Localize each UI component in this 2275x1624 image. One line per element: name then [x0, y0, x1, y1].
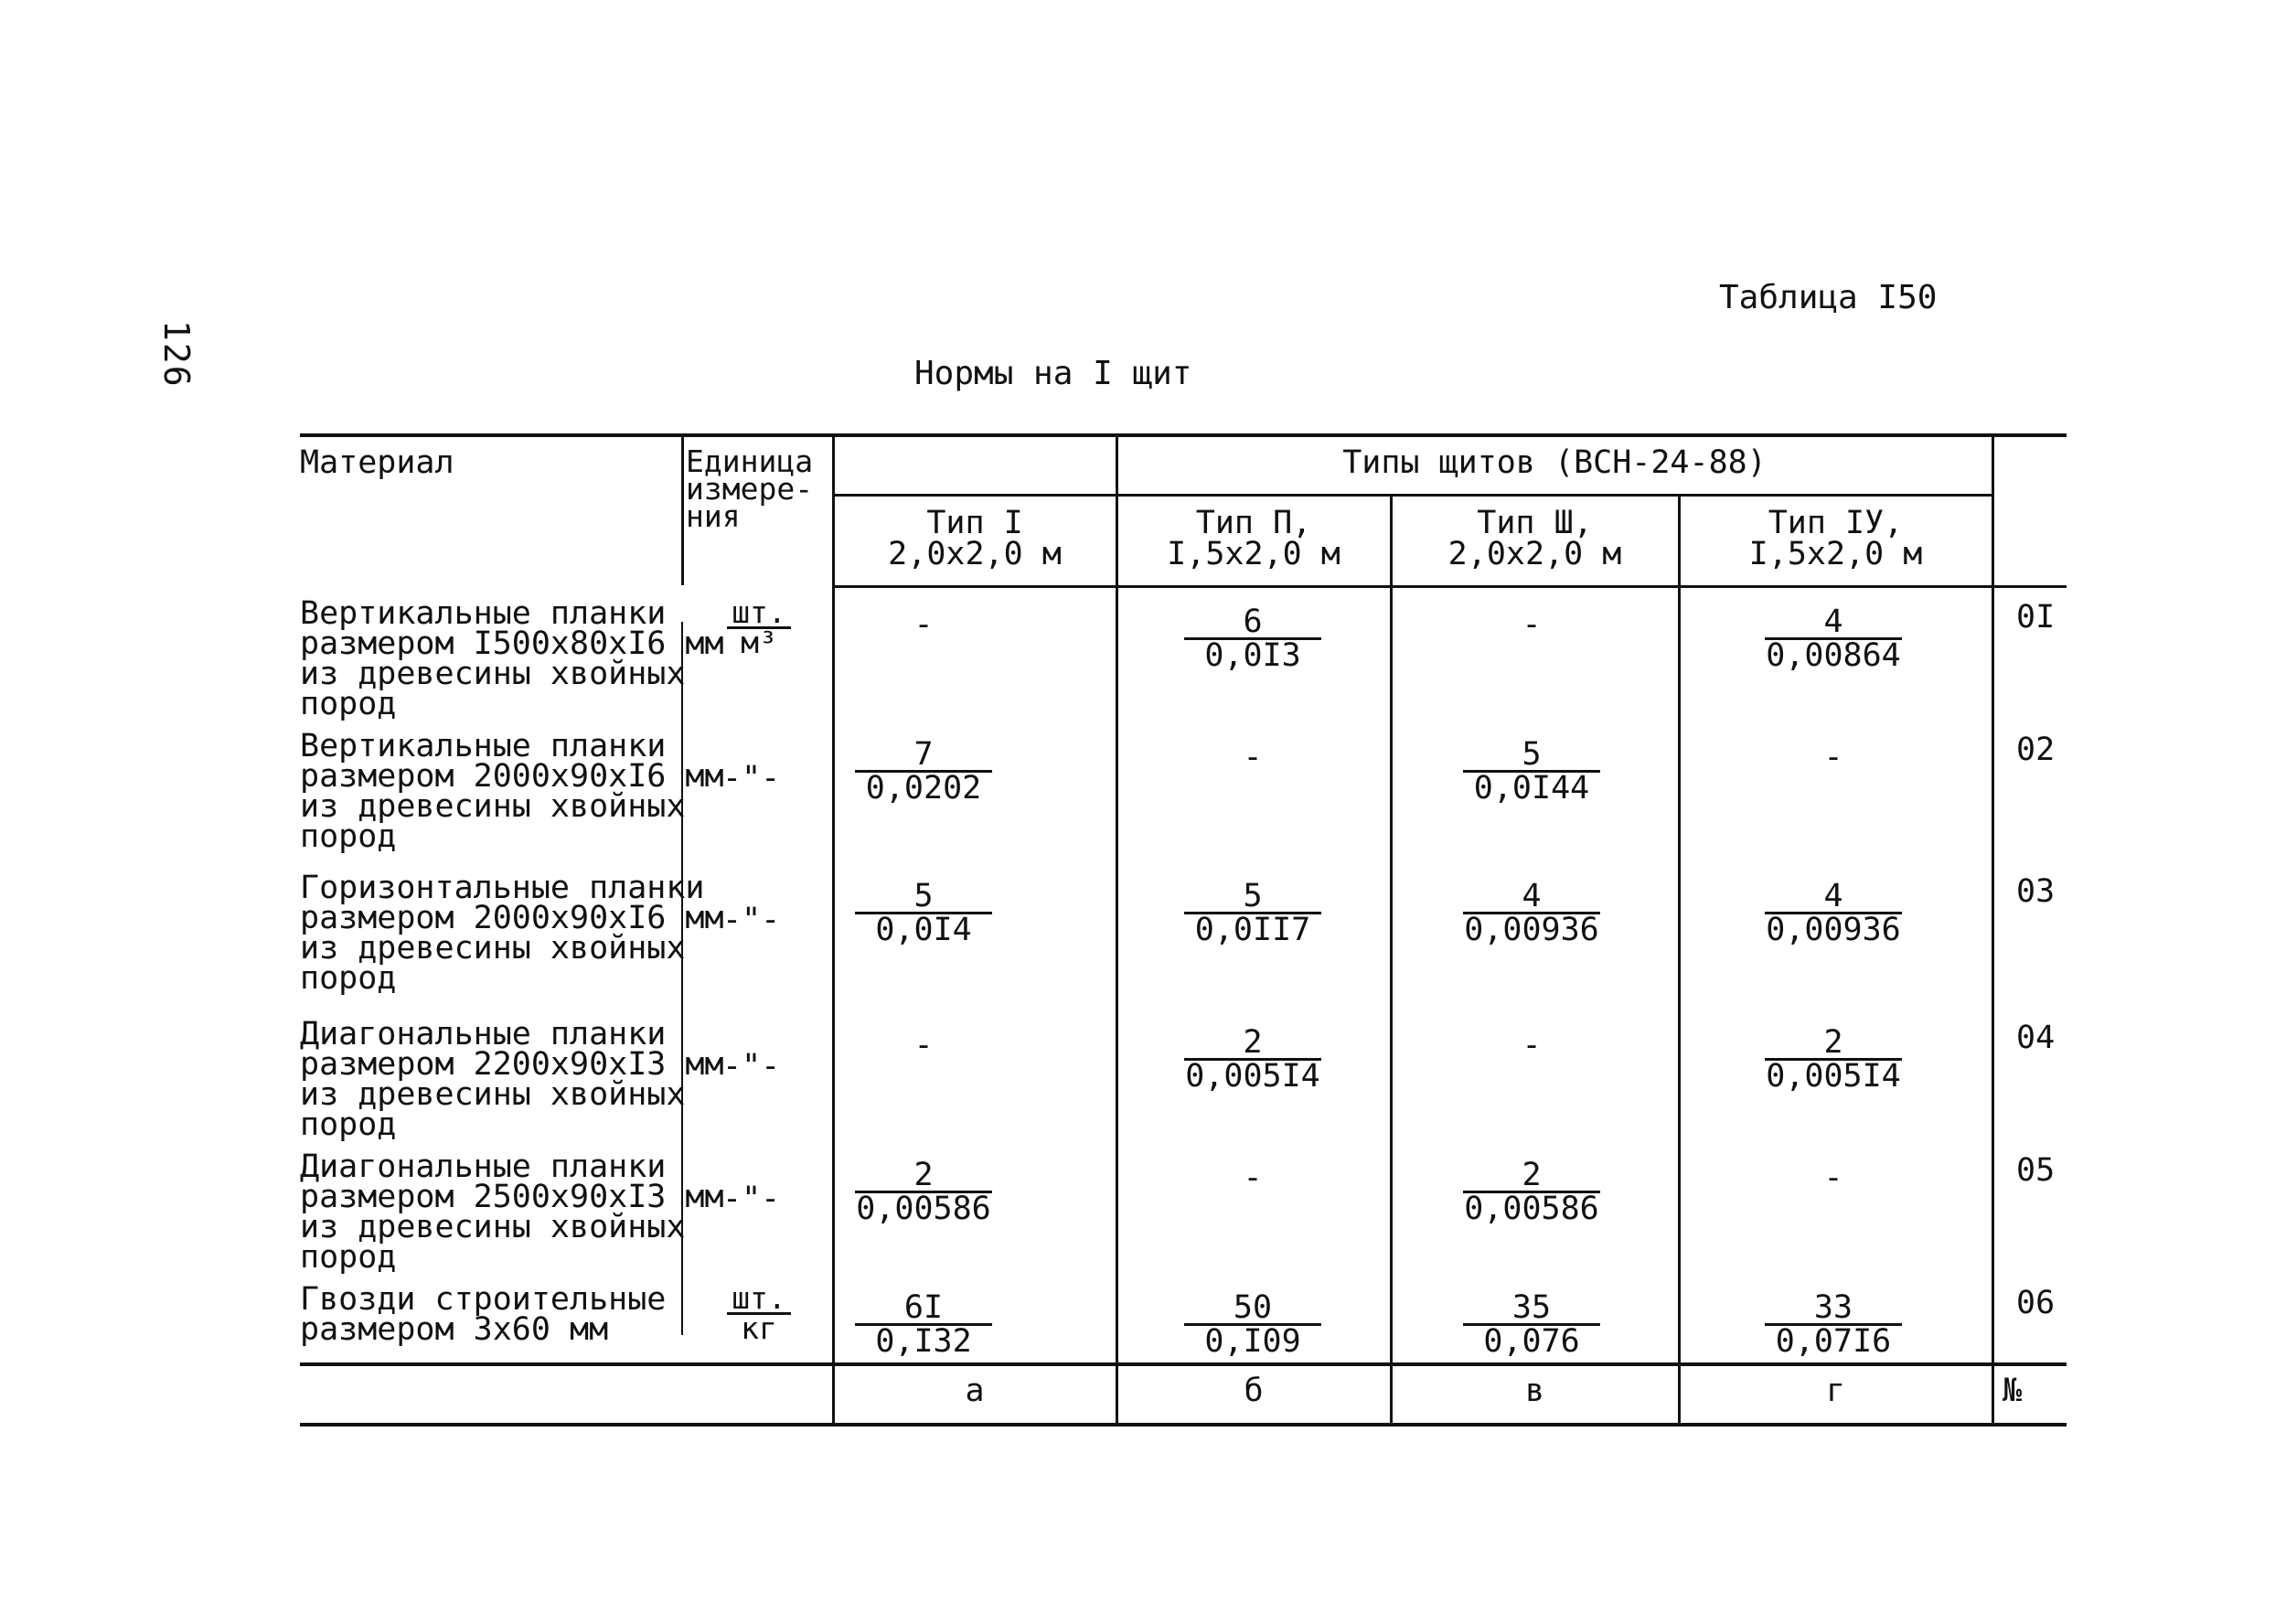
value-den: 0,I32: [875, 1323, 972, 1360]
value-cell: [832, 736, 1015, 807]
footer-code-label: №: [2003, 1373, 2023, 1409]
material-cell: Вертикальные планки размером 2000х90хI6 мм из древесины хвойных пород: [300, 728, 724, 855]
col-divider-type3: [1390, 494, 1393, 1423]
header-material: Материал: [300, 444, 454, 481]
value-den: 0,00586: [856, 1191, 991, 1227]
row-code: 03: [2016, 873, 2056, 910]
unit-den: м³: [741, 625, 777, 660]
value-den: 0,I09: [1204, 1323, 1301, 1360]
value-den: 0,00864: [1766, 637, 1901, 674]
unit-num: шт.: [732, 1280, 786, 1316]
value-num: 33: [1813, 1289, 1853, 1326]
types-header-rule: [835, 494, 1994, 497]
footer-col-g: г: [1825, 1373, 1846, 1409]
value-num: 4: [1823, 604, 1843, 640]
value-cell: [1161, 1024, 1344, 1095]
empty-value-dash: -: [913, 1027, 934, 1063]
value-num: 2: [913, 1157, 934, 1193]
col-divider-type4: [1678, 494, 1681, 1423]
material-cell: Гвозди строительные размером 3х60 мм: [300, 1281, 667, 1348]
value-cell: [1440, 1157, 1623, 1227]
row-code: 05: [2016, 1152, 2056, 1189]
value-cell: [832, 878, 1015, 948]
material-cell: Диагональные планки размером 2500х90хI3 мм из древесины хвойных пород: [300, 1149, 724, 1276]
empty-value-dash: -: [1823, 1159, 1843, 1196]
row-code: 02: [2016, 732, 2056, 768]
value-num: 4: [1823, 878, 1843, 914]
value-num: 2: [1522, 1157, 1542, 1193]
table-number: Таблица I50: [1719, 279, 1938, 316]
row-code: 06: [2016, 1285, 2056, 1321]
value-den: 0,0I3: [1204, 637, 1301, 674]
value-cell: [832, 1157, 1015, 1227]
page-number: 126: [156, 320, 197, 389]
col-divider-type2: [1116, 433, 1118, 1423]
value-num: 5: [913, 878, 934, 914]
row-code: 04: [2016, 1020, 2056, 1056]
material-cell: Вертикальные планки размером I500х80хI6 мм из древесины хвойных пород: [300, 595, 724, 722]
material-cell: Горизонтальные планки размером 2000х90хI6 мм из древесины хвойных пород: [300, 870, 724, 997]
type-size: 2,0х2,0 м: [888, 536, 1062, 572]
value-cell: [832, 1289, 1015, 1360]
value-cell: [1742, 1289, 1925, 1360]
value-den: 0,00936: [1766, 912, 1901, 948]
value-cell: [1161, 604, 1344, 674]
row-code: 0I: [2016, 599, 2056, 636]
footer-col-v: в: [1524, 1373, 1545, 1409]
col-divider-unit: [681, 433, 684, 585]
value-cell: [1440, 736, 1623, 807]
value-num: 5: [1522, 736, 1542, 773]
value-num: 2: [1823, 1024, 1843, 1061]
value-num: 7: [913, 736, 934, 773]
value-cell: [1440, 1289, 1623, 1360]
value-num: 6: [1243, 604, 1263, 640]
table-top-rule: [300, 433, 2067, 437]
table-caption: Нормы на I щит: [914, 355, 1192, 392]
body-bottom-rule: [300, 1362, 2067, 1366]
type-name: Тип Ш,: [1477, 505, 1593, 541]
type-name: Тип I: [926, 505, 1023, 541]
type-name: Тип П,: [1195, 505, 1312, 541]
type-name: Тип IУ,: [1768, 505, 1904, 541]
header-types-group: Типы щитов (ВСН-24-88): [1342, 444, 1767, 481]
empty-value-dash: -: [913, 606, 934, 643]
value-den: 0,0202: [865, 770, 982, 807]
type-size: 2,0х2,0 м: [1447, 536, 1622, 572]
value-den: 0,005I4: [1766, 1058, 1901, 1095]
footer-col-a: а: [965, 1373, 985, 1409]
unit-cell: -"-: [722, 902, 781, 938]
value-den: 0,005I4: [1185, 1058, 1320, 1095]
unit-cell: -"-: [722, 1181, 781, 1217]
value-num: 35: [1511, 1289, 1552, 1326]
footer-bottom-rule: [300, 1423, 2067, 1426]
col-divider-code: [1992, 433, 1994, 1423]
value-den: 0,07I6: [1775, 1323, 1892, 1360]
empty-value-dash: -: [1522, 1027, 1542, 1063]
value-cell: [1161, 1289, 1344, 1360]
header-bottom-rule: [835, 585, 2067, 588]
value-cell: [1742, 878, 1925, 948]
empty-value-dash: -: [1522, 606, 1542, 643]
material-cell: Диагональные планки размером 2200х90хI3 мм из древесины хвойных пород: [300, 1016, 724, 1143]
value-num: 5: [1243, 878, 1263, 914]
value-den: 0,076: [1483, 1323, 1580, 1360]
empty-value-dash: -: [1243, 739, 1263, 775]
value-den: 0,0I4: [875, 912, 972, 948]
empty-value-dash: -: [1243, 1159, 1263, 1196]
value-den: 0,0I44: [1473, 770, 1590, 807]
header-unit: Единица измере- ния: [686, 443, 814, 534]
value-cell: [1440, 878, 1623, 948]
value-num: 2: [1243, 1024, 1263, 1061]
unit-cell: -"-: [722, 760, 781, 796]
unit-num: шт.: [732, 594, 786, 630]
value-cell: [1742, 604, 1925, 674]
value-num: 4: [1522, 878, 1542, 914]
unit-cell: [718, 594, 800, 660]
unit-cell: [718, 1280, 800, 1346]
value-num: 50: [1233, 1289, 1273, 1326]
footer-col-b: б: [1244, 1373, 1264, 1409]
value-cell: [1161, 878, 1344, 948]
type-size: I,5х2,0 м: [1748, 536, 1923, 572]
value-cell: [1742, 1024, 1925, 1095]
value-num: 6I: [903, 1289, 944, 1326]
type-size: I,5х2,0 м: [1167, 536, 1340, 572]
empty-value-dash: -: [1823, 739, 1843, 775]
unit-cell: -"-: [722, 1048, 781, 1084]
value-den: 0,00586: [1464, 1191, 1599, 1227]
unit-den: кг: [741, 1310, 777, 1346]
value-den: 0,0II7: [1194, 912, 1311, 948]
value-den: 0,00936: [1464, 912, 1599, 948]
